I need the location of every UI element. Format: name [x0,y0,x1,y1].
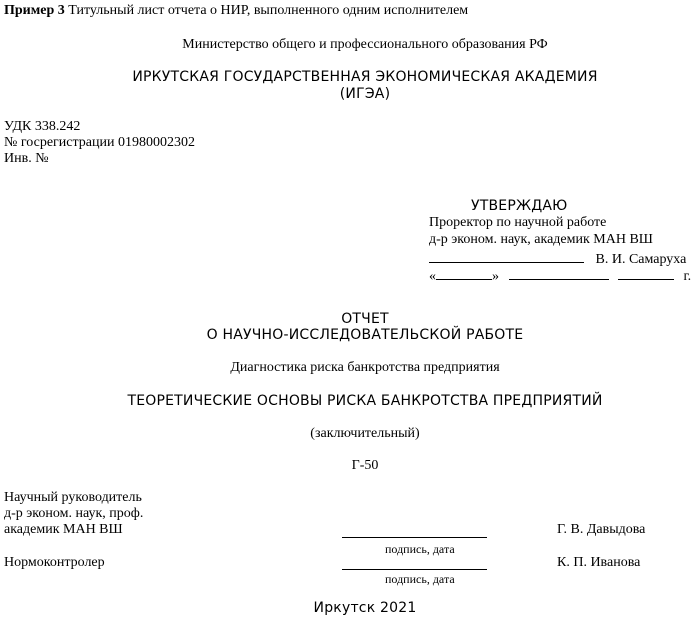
approval-title: УТВЕРЖДАЮ [471,198,568,214]
supervisor-name: Г. В. Давыдова [557,522,646,537]
approval-year-suffix: г. [683,269,692,284]
report-theme: ТЕОРЕТИЧЕСКИЕ ОСНОВЫ РИСКА БАНКРОТСТВА ПРЕДПРИЯТИЙ [127,393,603,409]
approval-day-line [436,266,492,280]
approval-date-row [429,266,691,285]
example-label: Пример 3 [4,3,65,18]
supervisor-line2: д-р эконом. наук, проф. [4,506,144,521]
supervisor-signature-caption: подпись, дата [385,542,455,556]
report-title: ОТЧЕТ [341,311,389,327]
normcontrol-label: Нормоконтролер [4,555,105,570]
report-type: (заключительный) [310,426,420,441]
udk-code: УДК 338.242 [4,119,81,134]
normcontrol-signature-caption: подпись, дата [385,572,455,586]
supervisor-signature-line [342,537,487,538]
report-code: Г-50 [351,458,379,473]
supervisor-line1: Научный руководитель [4,490,142,505]
approval-name: В. И. Самаруха [595,252,687,267]
report-subject: Диагностика риска банкротства предприятия [230,360,500,375]
city-year: Иркутск 2021 [313,600,417,616]
approval-year-line [618,266,674,280]
registration-number: № госрегистрации 01980002302 [4,135,195,150]
normcontrol-name: К. П. Иванова [557,555,641,570]
normcontrol-signature-line [342,569,487,570]
approval-signature-line [429,249,584,263]
example-caption-text: Титульный лист отчета о НИР, выполненного одним исполнителем [64,3,469,18]
report-subtitle: О НАУЧНО-ИССЛЕДОВАТЕЛЬСКОЙ РАБОТЕ [206,327,524,343]
approval-position: Проректор по научной работе [429,215,607,230]
ministry-line: Министерство общего и профессионального образования РФ [182,37,548,52]
approval-month-line [509,266,609,280]
supervisor-line3: академик МАН ВШ [4,522,123,537]
academy-abbr: (ИГЭА) [339,86,391,102]
approval-degree: д-р эконом. наук, академик МАН ВШ [429,232,653,247]
approval-quote-close: » [492,269,499,284]
academy-name: ИРКУТСКАЯ ГОСУДАРСТВЕННАЯ ЭКОНОМИЧЕСКАЯ АКАДЕМИЯ [132,69,598,85]
approval-quote-open: « [429,269,436,284]
inventory-number: Инв. № [4,151,49,166]
example-caption [4,3,468,19]
